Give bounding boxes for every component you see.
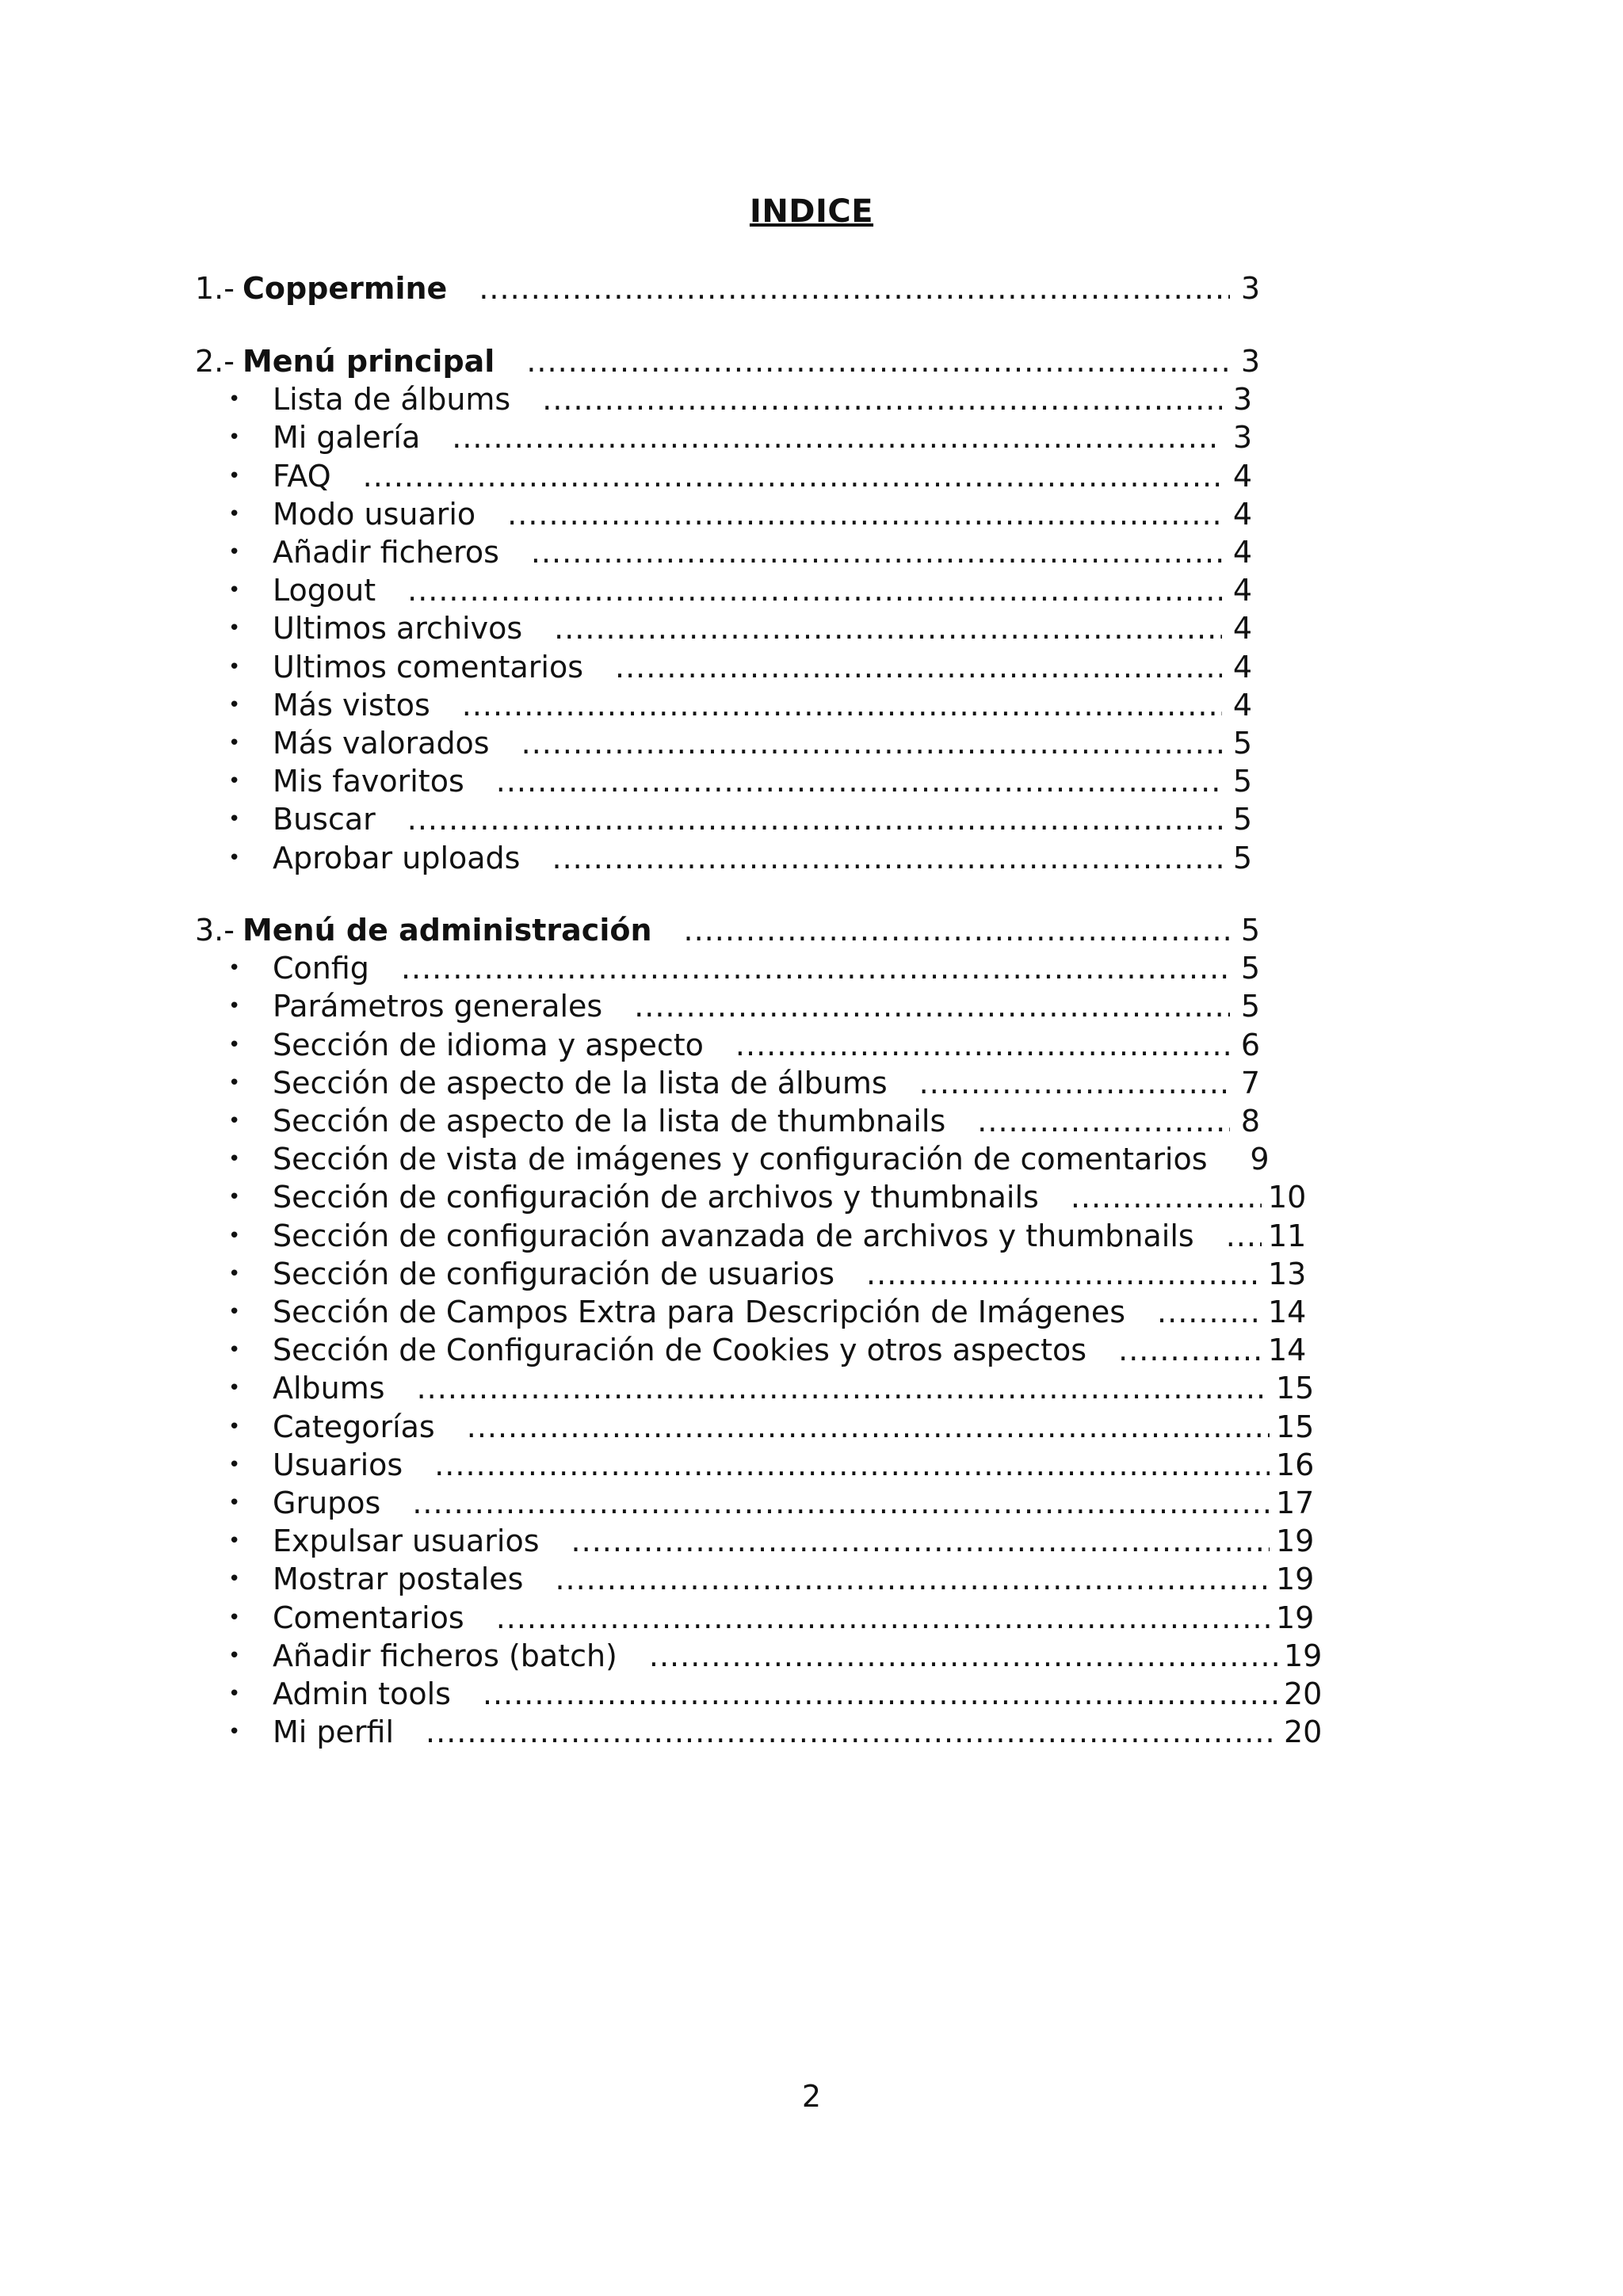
dot-leader: [483, 1675, 1277, 1713]
dot-leader: [434, 1446, 1270, 1484]
toc-item[interactable]: [273, 1484, 1315, 1522]
section-page-ref: 3: [1240, 271, 1260, 306]
bullet-icon: •: [228, 425, 241, 450]
dot-leader: [479, 269, 1230, 307]
section-number: 1.-: [195, 271, 235, 306]
toc-item[interactable]: [273, 987, 1260, 1025]
bullet-icon: •: [228, 845, 241, 870]
toc-item[interactable]: [273, 457, 1252, 495]
toc-item-label: Sección de vista de imágenes y configuración de comentarios: [273, 1142, 1208, 1177]
toc-item-label: Añadir ficheros: [273, 535, 499, 570]
dot-leader: [496, 762, 1222, 800]
toc-item-page-ref: 17: [1276, 1486, 1315, 1520]
bullet-icon: •: [228, 1109, 241, 1133]
toc-item-label: Mi perfil: [273, 1714, 395, 1750]
toc-item-label: Sección de aspecto de la lista de álbums: [273, 1065, 888, 1100]
section-page-ref: 3: [1240, 344, 1260, 379]
toc-item-page-ref: 5: [1232, 840, 1252, 875]
toc-item[interactable]: [273, 418, 1252, 456]
toc-item[interactable]: [273, 1026, 1260, 1064]
dot-leader: [552, 839, 1222, 877]
bullet-icon: •: [228, 692, 241, 717]
dot-leader: [507, 495, 1222, 533]
section-title: Coppermine: [242, 271, 448, 306]
bullet-icon: •: [228, 1223, 241, 1248]
toc-section-heading[interactable]: [195, 269, 1260, 307]
dot-leader: [452, 418, 1222, 456]
toc-item-page-ref: 14: [1268, 1333, 1307, 1368]
toc-item-page-ref: 20: [1284, 1714, 1323, 1750]
dot-leader: [735, 1026, 1230, 1064]
toc-item-page-ref: 3: [1232, 420, 1252, 456]
dot-leader: [555, 1560, 1270, 1598]
toc-item-page-ref: 5: [1240, 989, 1260, 1024]
toc-item-label: Añadir ficheros (batch): [273, 1638, 617, 1673]
bullet-icon: •: [228, 387, 241, 412]
toc-item-page-ref: 15: [1276, 1409, 1315, 1444]
toc-item[interactable]: [273, 762, 1252, 800]
bullet-icon: •: [228, 1070, 241, 1095]
toc-item[interactable]: [273, 1560, 1315, 1598]
dot-leader: [462, 686, 1222, 724]
toc-item-label: Config: [273, 951, 369, 986]
dot-leader: [1226, 1217, 1262, 1255]
toc-item-label: Modo usuario: [273, 496, 476, 532]
toc-item[interactable]: [273, 1178, 1307, 1216]
dot-leader: [542, 380, 1222, 418]
toc-item[interactable]: [273, 1637, 1323, 1675]
toc-item-label: Categorías: [273, 1409, 435, 1444]
bullet-icon: •: [228, 463, 241, 488]
toc-item-page-ref: 4: [1232, 687, 1252, 723]
bullet-icon: •: [228, 1338, 241, 1363]
toc-item-label: Logout: [273, 573, 376, 608]
toc-item-page-ref: 4: [1232, 458, 1252, 494]
bullet-icon: •: [228, 502, 241, 526]
toc-item-label: Sección de Campos Extra para Descripción de Imágenes: [273, 1295, 1126, 1329]
toc-item-label: Lista de álbums: [273, 382, 511, 418]
dot-leader: [531, 533, 1222, 571]
section-number: 3.-: [195, 913, 235, 948]
toc-section-heading[interactable]: [195, 911, 1260, 949]
dot-leader: [401, 949, 1230, 987]
bullet-icon: •: [228, 1567, 241, 1592]
toc-item[interactable]: [273, 1408, 1315, 1446]
toc-item-page-ref: 6: [1240, 1027, 1260, 1062]
dot-leader: [496, 1599, 1270, 1637]
toc-item-page-ref: 4: [1232, 611, 1252, 646]
toc-item[interactable]: [273, 1255, 1307, 1293]
toc-item-page-ref: 8: [1240, 1104, 1260, 1138]
bullet-icon: •: [228, 1261, 241, 1286]
bullet-icon: •: [228, 1185, 241, 1210]
bullet-icon: •: [228, 1376, 241, 1401]
bullet-icon: •: [228, 540, 241, 564]
toc-item[interactable]: [273, 724, 1252, 762]
page-title: INDICE: [749, 193, 874, 230]
toc-item-page-ref: 19: [1284, 1638, 1323, 1673]
bullet-icon: •: [228, 578, 241, 603]
toc-item[interactable]: [273, 495, 1252, 533]
dot-leader: [363, 457, 1222, 495]
toc-item-page-ref: 19: [1276, 1562, 1315, 1597]
toc-item-label: Más valorados: [273, 726, 490, 761]
dot-leader: [417, 1369, 1270, 1407]
toc-item-label: Grupos: [273, 1486, 381, 1520]
toc-item[interactable]: [273, 1369, 1315, 1407]
toc-item[interactable]: [273, 1064, 1260, 1102]
page-number: 2: [801, 2079, 822, 2114]
bullet-icon: •: [228, 956, 241, 981]
toc-item-label: Buscar: [273, 802, 376, 837]
section-title: Menú de administración: [242, 913, 652, 948]
dot-leader: [521, 724, 1222, 762]
toc-item[interactable]: [273, 648, 1252, 686]
toc-item-page-ref: 20: [1284, 1676, 1323, 1711]
toc-item[interactable]: [273, 839, 1252, 877]
toc-item-page-ref: 9: [1250, 1142, 1270, 1177]
toc-item[interactable]: [273, 686, 1252, 724]
toc-item-page-ref: 13: [1268, 1256, 1307, 1291]
toc-item-page-ref: 5: [1232, 802, 1252, 837]
toc-item[interactable]: [273, 571, 1252, 609]
toc-item[interactable]: [273, 533, 1252, 571]
toc-item[interactable]: [273, 1293, 1307, 1331]
toc-item-label: Sección de configuración avanzada de archivos y thumbnails: [273, 1218, 1194, 1253]
dot-leader: [554, 609, 1222, 647]
toc-item-label: Sección de configuración de archivos y thumbnails: [273, 1180, 1039, 1215]
dot-leader: [407, 571, 1222, 609]
toc-item[interactable]: [273, 1675, 1323, 1713]
dot-leader: [977, 1102, 1230, 1140]
toc-item-page-ref: 16: [1276, 1447, 1315, 1482]
toc-item[interactable]: [273, 1522, 1315, 1560]
bullet-icon: •: [228, 1529, 241, 1554]
toc-item-page-ref: 11: [1268, 1218, 1307, 1253]
toc-item-label: Sección de aspecto de la lista de thumbnails: [273, 1104, 946, 1138]
toc-item-label: Sección de configuración de usuarios: [273, 1256, 835, 1291]
bullet-icon: •: [228, 1300, 241, 1324]
dot-leader: [866, 1255, 1262, 1293]
bullet-icon: •: [228, 731, 241, 755]
toc-item-page-ref: 19: [1276, 1600, 1315, 1635]
dot-leader: [412, 1484, 1270, 1522]
dot-leader: [1157, 1293, 1262, 1331]
toc-item-page-ref: 4: [1232, 496, 1252, 532]
toc-item-label: Más vistos: [273, 687, 430, 723]
bullet-icon: •: [228, 1605, 241, 1630]
toc-item-label: Albums: [273, 1371, 385, 1406]
section-number: 2.-: [195, 344, 235, 379]
toc-item[interactable]: [273, 1217, 1307, 1255]
dot-leader: [684, 911, 1230, 949]
bullet-icon: •: [228, 1720, 241, 1745]
toc-item-page-ref: 4: [1232, 535, 1252, 570]
toc-item-label: Ultimos archivos: [273, 611, 523, 646]
toc-item-page-ref: 4: [1232, 649, 1252, 685]
toc-item-label: Sección de idioma y aspecto: [273, 1027, 704, 1062]
bullet-icon: •: [228, 616, 241, 641]
toc-item-label: Mostrar postales: [273, 1562, 524, 1597]
bullet-icon: •: [228, 1032, 241, 1057]
toc-item[interactable]: [273, 1140, 1268, 1178]
bullet-icon: •: [228, 807, 241, 832]
bullet-icon: •: [228, 1414, 241, 1439]
section-title: Menú principal: [242, 344, 495, 379]
toc-item-page-ref: 5: [1240, 951, 1260, 986]
toc-item[interactable]: [273, 609, 1252, 647]
bullet-icon: •: [228, 1682, 241, 1706]
toc-item-page-ref: 3: [1232, 382, 1252, 418]
dot-leader: [467, 1408, 1270, 1446]
toc-item[interactable]: [273, 1599, 1315, 1637]
dot-leader: [1071, 1178, 1262, 1216]
toc-item-page-ref: 10: [1268, 1180, 1307, 1215]
dot-leader: [571, 1522, 1270, 1560]
bullet-icon: •: [228, 1452, 241, 1477]
bullet-icon: •: [228, 1147, 241, 1172]
dot-leader: [634, 987, 1230, 1025]
bullet-icon: •: [228, 1643, 241, 1668]
bullet-icon: •: [228, 654, 241, 679]
toc-item-label: Ultimos comentarios: [273, 649, 584, 685]
toc-item-label: FAQ: [273, 458, 331, 494]
toc-item-page-ref: 15: [1276, 1371, 1315, 1406]
toc-item[interactable]: [273, 1713, 1323, 1751]
dot-leader: [407, 800, 1222, 838]
dot-leader: [615, 648, 1222, 686]
toc-item-page-ref: 5: [1232, 764, 1252, 799]
toc-item[interactable]: [273, 1102, 1260, 1140]
section-page-ref: 5: [1240, 913, 1260, 948]
toc-item-label: Aprobar uploads: [273, 840, 521, 875]
bullet-icon: •: [228, 1491, 241, 1515]
toc-item[interactable]: [273, 949, 1260, 987]
toc-item-page-ref: 5: [1232, 726, 1252, 761]
toc-item-label: Usuarios: [273, 1447, 403, 1482]
toc-item-label: Mis favoritos: [273, 764, 464, 799]
toc-item-label: Parámetros generales: [273, 989, 603, 1024]
dot-leader: [1118, 1331, 1262, 1369]
toc-item-page-ref: 7: [1240, 1065, 1260, 1100]
toc-item-label: Admin tools: [273, 1676, 451, 1711]
dot-leader: [649, 1637, 1277, 1675]
toc-item[interactable]: [273, 1446, 1315, 1484]
toc-item[interactable]: [273, 1331, 1307, 1369]
toc-item[interactable]: [273, 380, 1252, 418]
bullet-icon: •: [228, 769, 241, 794]
toc-item-label: Expulsar usuarios: [273, 1524, 540, 1559]
toc-item-page-ref: 14: [1268, 1295, 1307, 1329]
bullet-icon: •: [228, 994, 241, 1019]
dot-leader: [426, 1713, 1277, 1751]
dot-leader: [526, 342, 1230, 380]
toc-item[interactable]: [273, 800, 1252, 838]
toc-item-page-ref: 4: [1232, 573, 1252, 608]
toc-section-heading[interactable]: [195, 342, 1260, 380]
toc-item-page-ref: 19: [1276, 1524, 1315, 1559]
dot-leader: [919, 1064, 1230, 1102]
toc-item-label: Sección de Configuración de Cookies y otros aspectos: [273, 1333, 1087, 1368]
toc-item-label: Mi galería: [273, 420, 421, 456]
toc-item-label: Comentarios: [273, 1600, 464, 1635]
